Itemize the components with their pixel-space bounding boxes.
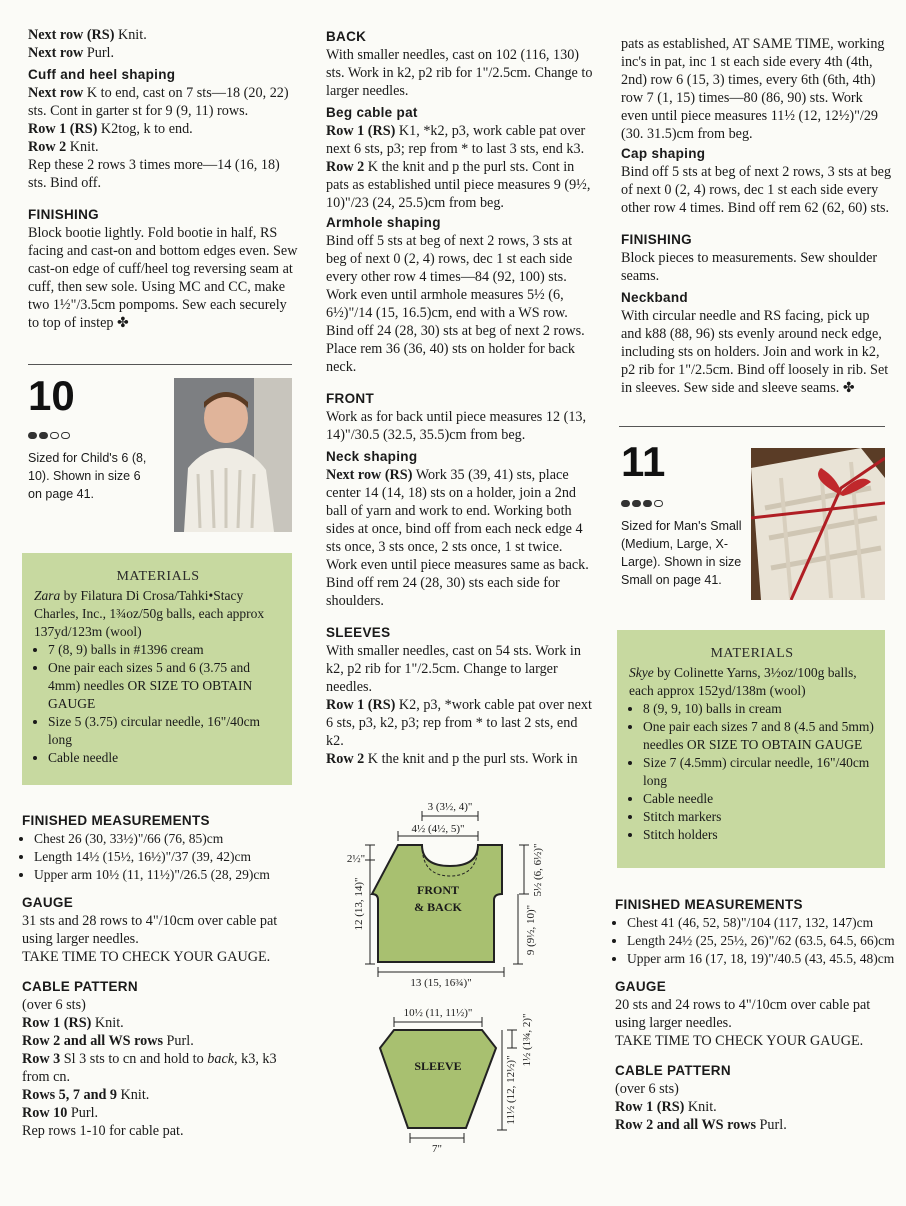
sized-text: Sized for Child's 6 (8, 10). Shown in size 6 on page 41. <box>28 451 147 501</box>
front-heading: FRONT <box>326 391 374 406</box>
list-item: • Length 24½ (25, 25½, 26)"/62 (63.5, 64.5, 66)cm <box>627 932 895 950</box>
skill-pill-filled <box>39 432 48 439</box>
label-sleeve: SLEEVE <box>414 1059 462 1073</box>
list-item: • Size 7 (4.5mm) circular needle, 16"/40cm long <box>643 754 875 790</box>
skill-pill-empty <box>654 500 663 507</box>
finishing-text: Block pieces to measurements. Sew shoulder seams. <box>621 250 878 284</box>
pattern-number: 11 <box>621 438 666 485</box>
skill-pill-empty <box>50 432 59 439</box>
list-item: • One pair each sizes 5 and 6 (3.75 and 4mm) needles OR SIZE TO OBTAIN GAUGE <box>48 659 282 713</box>
label-top: 3 (3½, 4)" <box>427 801 473 813</box>
list-item: • Chest 41 (46, 52, 58)"/104 (117, 132, 147)cm <box>627 914 895 932</box>
skill-level-icon <box>28 432 168 439</box>
divider <box>28 364 292 365</box>
label-body-height: 12 (13, 14)" <box>353 877 365 931</box>
pattern-number: 10 <box>28 372 75 419</box>
skill-pill-empty <box>61 432 70 439</box>
gauge-heading: GAUGE <box>615 979 667 994</box>
skill-pill-filled <box>28 432 37 439</box>
cap-heading: Cap shaping <box>621 146 706 161</box>
gauge-check: TAKE TIME TO CHECK YOUR GAUGE. <box>615 1033 864 1049</box>
materials-box: MATERIALS Skye by Colinette Yarns, 3½oz/100g balls, each approx 152yd/138m (wool) • 8 (9, 9, 10) balls in cream • One pair each sizes 7 and 8 (4.5 and 5mm) needles OR SIZE TO OBTAIN GAUGE • Size 7 (4.5mm) circular needle, 16"/40cm long • Cable needle • Stitch markers • Stitch holders <box>617 630 885 868</box>
label-side-height: 9 (9½, 10)" <box>525 904 537 956</box>
cable-heading: CABLE PATTERN <box>615 1063 731 1078</box>
label-armhole: 5½ (6, 6½)" <box>532 843 544 897</box>
measurements-heading: FINISHED MEASUREMENTS <box>615 897 803 912</box>
materials-list <box>34 641 282 767</box>
materials-title: MATERIALS <box>116 569 200 584</box>
list-item: • Chest 26 (30, 33½)"/66 (76, 85)cm <box>34 830 302 848</box>
materials-title: MATERIALS <box>710 646 794 661</box>
materials-list <box>629 700 875 844</box>
label-shoulder: 4½ (4½, 5)" <box>411 823 465 835</box>
list-item: • Stitch holders <box>643 826 875 844</box>
photo-child-sweater <box>174 378 292 532</box>
beg-cable-heading: Beg cable pat <box>326 105 418 120</box>
skill-pill-filled <box>621 500 630 507</box>
neckband-text: With circular needle and RS facing, pick up and k88 (88, 96) sts evenly around neck edge, including sts on holders. Join and work in k2, p2 rib for 1"/2.5cm. Bind off loosely in rib. Set in sleeves. Sew side and sleeve seams. ✤ <box>621 308 889 396</box>
armhole-heading: Armhole shaping <box>326 215 441 230</box>
cuff-heading: Cuff and heel shaping <box>28 67 176 82</box>
neckband-heading: Neckband <box>621 290 688 305</box>
list-item: • Length 14½ (15½, 16½)"/37 (39, 42)cm <box>34 848 302 866</box>
label-sleeve-length: 11½ (12, 12½)" <box>505 1055 517 1125</box>
sleeve-shape <box>380 1030 496 1128</box>
gauge-check: TAKE TIME TO CHECK YOUR GAUGE. <box>22 949 271 965</box>
skill-level-icon <box>621 500 751 507</box>
label-back: & BACK <box>414 900 462 914</box>
gauge-heading: GAUGE <box>22 895 74 910</box>
cable-heading: CABLE PATTERN <box>22 979 138 994</box>
list-item: • Cable needle <box>48 749 282 767</box>
row-label: Next row (RS) <box>28 27 115 43</box>
label-bottom-width: 13 (15, 16¾)" <box>410 977 472 989</box>
cap-text: Bind off 5 sts at beg of next 2 rows, 3 sts at beg of next 0 (2, 4) rows, dec 1 st each side every other row 4 times. Bind off rem 62 (62, 60) sts. <box>621 164 892 216</box>
front-text: Work as for back until piece measures 12 (13, 14)"/30.5 (32.5, 35.5)cm from beg. <box>326 409 587 443</box>
label-sleeve-top: 10½ (11, 11½)" <box>403 1007 473 1019</box>
sleeves-heading: SLEEVES <box>326 625 391 640</box>
materials-box: MATERIALS Zara by Filatura Di Crosa/Tahki•Stacy Charles, Inc., 1¾oz/50g balls, each approx 137yd/123m (wool) • 7 (8, 9) balls in #1396 cream • One pair each sizes 5 and 6 (3.75 and 4mm) needles OR SIZE TO OBTAIN GAUGE • Size 5 (3.75) circular needle, 16"/40cm long • Cable needle <box>22 553 292 785</box>
neck-heading: Neck shaping <box>326 449 418 464</box>
list-item: • 8 (9, 9, 10) balls in cream <box>643 700 875 718</box>
measurements-list <box>615 914 895 968</box>
list-item: • 7 (8, 9) balls in #1396 cream <box>48 641 282 659</box>
list-item: • One pair each sizes 7 and 8 (4.5 and 5mm) needles OR SIZE TO OBTAIN GAUGE <box>643 718 875 754</box>
measurements-heading: FINISHED MEASUREMENTS <box>22 813 210 828</box>
sized-text: Sized for Man's Small (Medium, Large, X-Large). Shown in size Small on page 41. <box>621 519 742 587</box>
sleeves-text: With smaller needles, cast on 54 sts. Work in k2, p2 rib for 1"/2.5cm. Change to larger needles. <box>326 643 581 695</box>
pattern-11-header <box>621 440 751 589</box>
schematic-diagram <box>336 790 586 1160</box>
list-item: • Upper arm 16 (17, 18, 19)"/40.5 (43, 45.5, 48)cm <box>627 950 895 968</box>
list-item: • Upper arm 10½ (11, 11½)"/26.5 (28, 29)cm <box>34 866 302 884</box>
skill-pill-filled <box>643 500 652 507</box>
photo-folded-sweater <box>751 448 885 600</box>
back-heading: BACK <box>326 29 367 44</box>
label-sleeve-bottom: 7" <box>432 1143 442 1155</box>
rep-text: Rep these 2 rows 3 times more—14 (16, 18) sts. Bind off. <box>28 157 280 191</box>
gauge-text: 31 sts and 28 rows to 4"/10cm over cable pat using larger needles. <box>22 913 278 947</box>
list-item: • Cable needle <box>643 790 875 808</box>
measurements-list <box>22 830 302 884</box>
divider <box>619 426 885 427</box>
list-item: • Stitch markers <box>643 808 875 826</box>
label-front: FRONT <box>417 883 459 897</box>
armhole-text: Bind off 5 sts at beg of next 2 rows, 3 sts at beg of next 0 (2, 4) rows, dec 1 st each side every other row 4 times—84 (92, 100) sts. Work even until armhole measures 5½ (6, 6½)"/14 (15, 16.5)cm, end with a WS row. Bind off 24 (28, 30) sts at beg of next 2 rows. Place rem 36 (36, 40) sts on holder for back neck. <box>326 233 585 375</box>
finishing-heading: FINISHING <box>621 232 692 247</box>
finishing-text: Block bootie lightly. Fold bootie in half, RS facing and cast-on and bottom edges even. Sew cast-on edge of cuff/heel tog reversing seam at cuff, then sew sole. Using MC and CC, make two 1½"/3.5cm pompoms. Sew each securely to top of instep ✤ <box>28 225 298 331</box>
sleeve-continued-text: pats as established, AT SAME TIME, working inc's in pat, inc 1 st each side every 4th (4th, 2nd) row 6 (15, 3) times, every 6th (6th, 4th) row 7 (1, 15) times—80 (86, 90) sts. Work even until piece measures 11½ (12, 12½)"/29 (30. 31.5)cm from beg. <box>621 36 885 142</box>
back-text: With smaller needles, cast on 102 (116, 130) sts. Work in k2, p2 rib for 1"/2.5cm. Change to larger needles. <box>326 47 593 99</box>
list-item: • Size 5 (3.75) circular needle, 16"/40cm long <box>48 713 282 749</box>
finishing-heading: FINISHING <box>28 207 99 222</box>
skill-pill-filled <box>632 500 641 507</box>
label-sleeve-cap: 1½ (1¾, 2)" <box>521 1013 533 1067</box>
pattern-10-header <box>28 374 168 503</box>
gauge-text: 20 sts and 24 rows to 4"/10cm over cable pat using larger needles. <box>615 997 871 1031</box>
label-shoulder-drop: 2½" <box>346 853 366 865</box>
